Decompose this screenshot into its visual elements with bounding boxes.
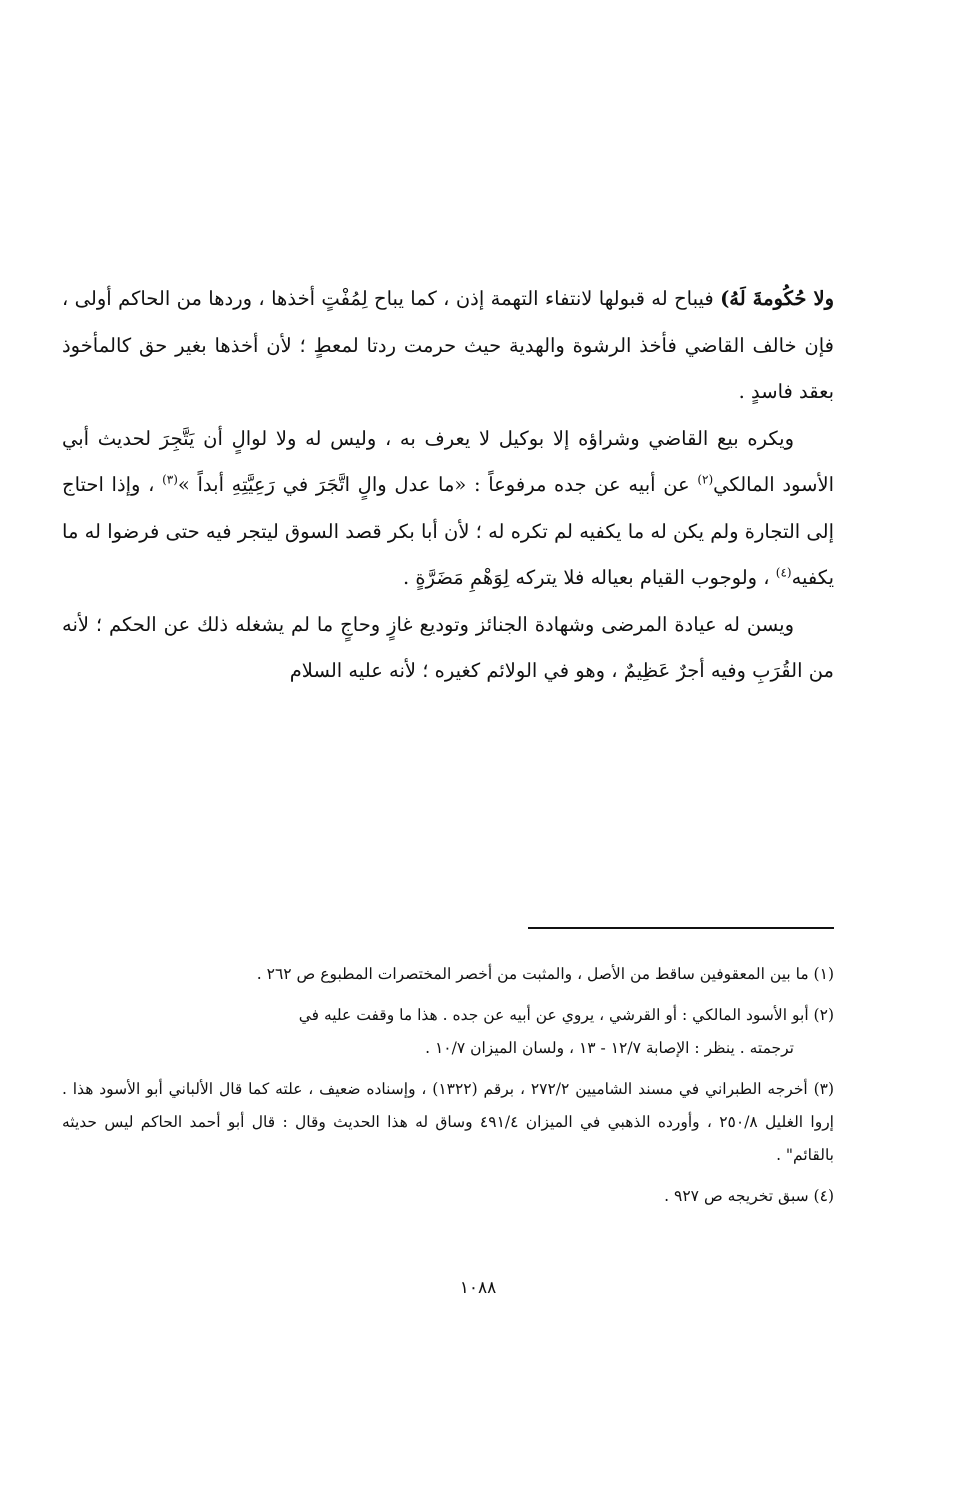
main-text (62, 276, 834, 695)
paragraph-2-part-d: ، ولوجوب القيام بعياله فلا يتركه لِوَهْمِ مَضَرَّةٍ . (403, 566, 776, 589)
bold-phrase: ولا حُكُومةَ لَهُ) (720, 287, 834, 310)
paragraph-3-text: ويسن له عيادة المرضى وشهادة الجنائز وتوديع غازٍ وحاجٍ ما لم يشغله ذلك عن الحكم ؛ لأنه من القُرَبِ وفيه أجرٌ عَظِيمٌ ، وهو في الولائم كغيره ؛ لأنه عليه السلام (62, 612, 834, 682)
footnote-2-line-1: (٢) أبو الأسود المالكي : أو القرشي ، يروي عن أبيه عن جده . هذا ما وقفت عليه في (298, 1006, 834, 1024)
footnote-4: (٤) سبق تخريجه ص ٩٢٧ . (664, 1187, 834, 1205)
paragraph-2-part-b: عن أبيه عن جده مرفوعاً : «ما عدل والٍ اتَّجَرَ في رَعِيَّتِهِ أبداً » (177, 473, 698, 496)
paragraph-2-part-c: ، وإذا احتاج إلى التجارة ولم يكن له ما يكفيه لم تكره له ؛ لأن أبا بكر قصد السوق ليتجر فيه حتى فرضوا له ما يكفيه (62, 473, 834, 589)
footnote-2-line-2: ترجمته . ينظر : الإصابة ١٢/٧ - ١٣ ، ولسان الميزان ١٠/٧ . (425, 1039, 794, 1057)
footnotes (62, 958, 834, 1221)
footnote-1: (١) ما بين المعقوفين ساقط من الأصل ، والمثبت من أخصر المختصرات المطبوع ص ٢٦٢ . (256, 965, 834, 983)
footnote-3: (٣) أخرجه الطبراني في مسند الشاميين ٢٧٢/٢ ، برقم (١٣٢٢) ، وإسناده ضعيف ، علته كما قال الألباني أبو الأسود هذا . إروا الغليل ٢٥٠/٨ ، وأورده الذهبي في الميزان ٤٩١/٤ وساق له هذا الحديث وقال : قال أبو أحمد الحاكم ليس حديثه بالقائم" . (62, 1080, 835, 1164)
paragraph-2 (62, 416, 834, 602)
footnote-ref-3: (٣) (162, 472, 178, 487)
paragraph-1 (62, 276, 834, 416)
footnote-ref-2: (٢) (697, 472, 714, 487)
footnote-2 (62, 999, 834, 1065)
paragraph-1-text: فيباح له قبولها لانتفاء التهمة إذن ، كما يباح لِمُفْتٍ أخذها ، وردها من الحاكم أولى ، فإن خالف القاضي فأخذ الرشوة والهدية حيث حرمت ردتا لمعطٍ ؛ لأن أخذها بغير حق كالمأخوذ بعقد فاسدٍ . (62, 287, 834, 403)
page-number: ١٠٨٨ (459, 1278, 497, 1298)
footnote-separator (528, 927, 834, 929)
paragraph-2-part-a: ويكره بيع القاضي وشراؤه إلا بوكيل لا يعرف به ، وليس له ولا لوالٍ أن يَتَّجِرَ لحديث أبي الأسود المالكي (62, 426, 835, 496)
paragraph-3 (62, 602, 834, 695)
footnote-ref-4: (٤) (775, 565, 792, 580)
